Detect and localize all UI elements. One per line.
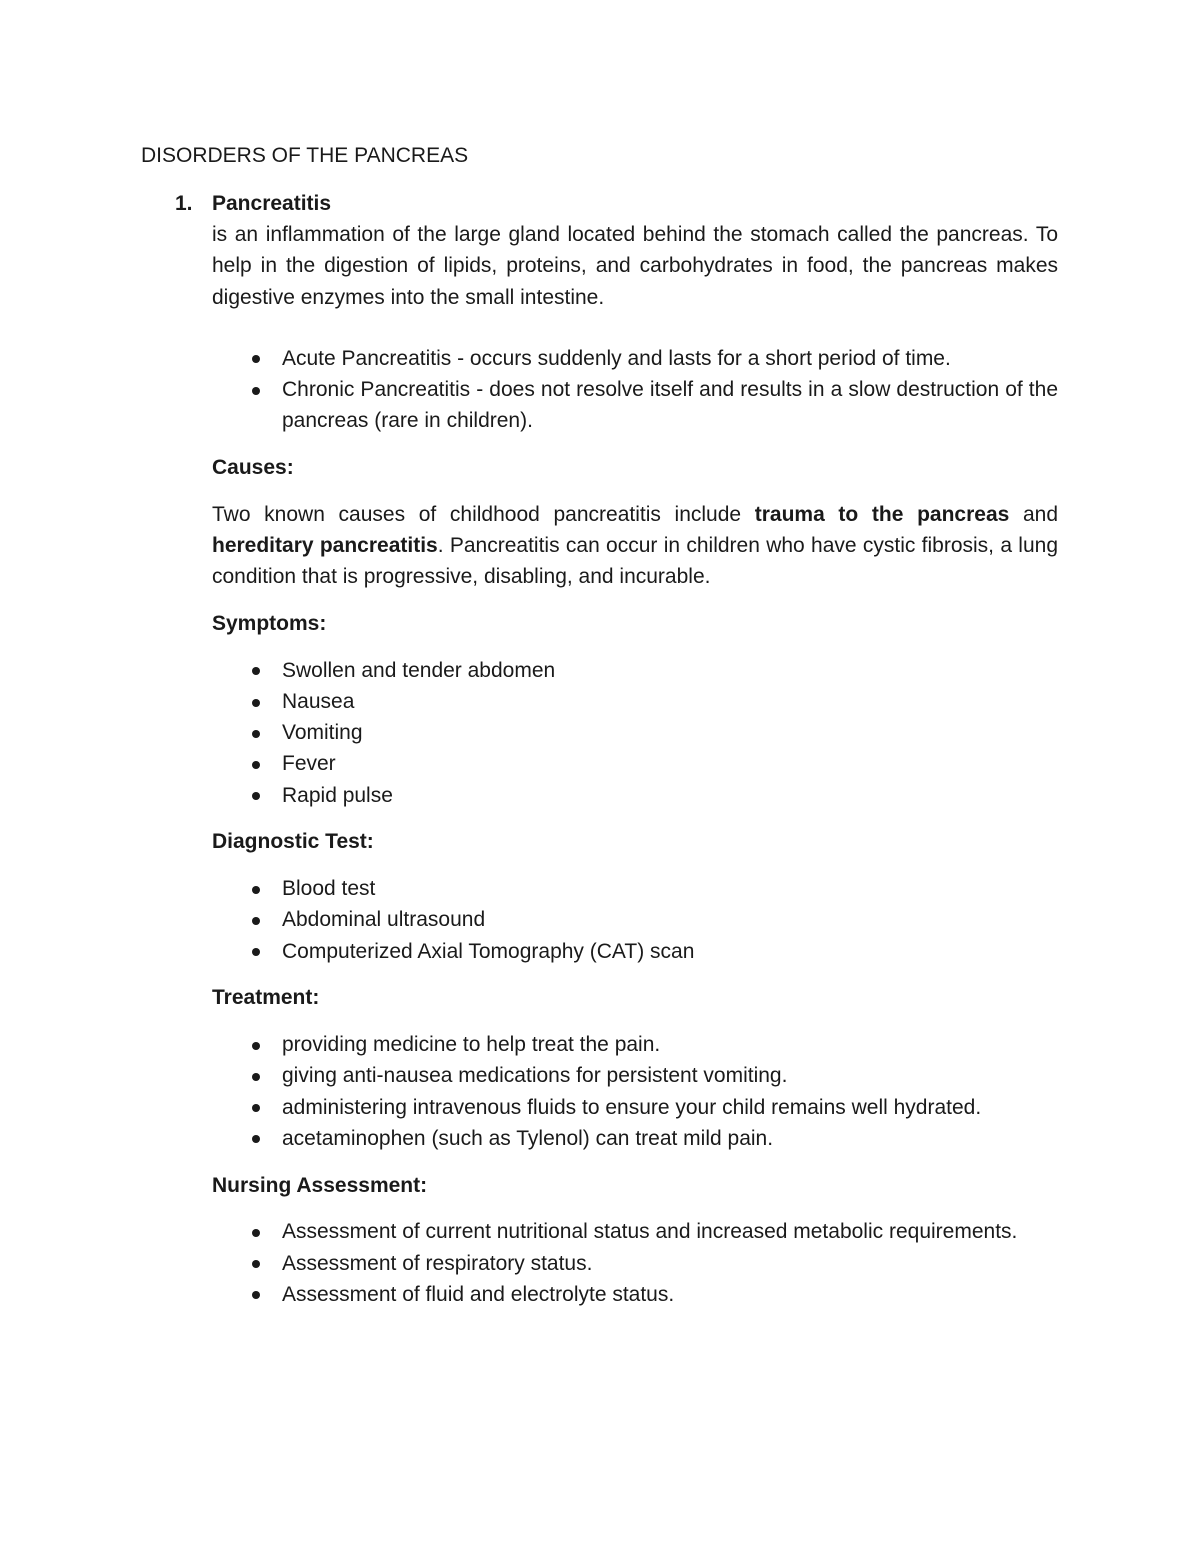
document-title: DISORDERS OF THE PANCREAS <box>141 144 469 167</box>
nursing-heading: Nursing Assessment: <box>212 1173 428 1197</box>
list-item: Swollen and tender abdomen <box>212 655 1058 686</box>
section-number: 1. <box>175 192 193 215</box>
bullet-icon <box>252 1135 260 1143</box>
nursing-list <box>212 1216 1058 1310</box>
types-list <box>212 343 1058 437</box>
bullet-icon <box>252 1260 260 1268</box>
bullet-icon <box>252 948 260 956</box>
bullet-icon <box>252 792 260 800</box>
bullet-icon <box>252 667 260 675</box>
list-item: administering intravenous fluids to ensure your child remains well hydrated. <box>212 1092 1058 1123</box>
bullet-icon <box>252 1104 260 1112</box>
list-item: Nausea <box>212 686 1058 717</box>
list-item: providing medicine to help treat the pain. <box>212 1029 1058 1060</box>
symptoms-heading: Symptoms: <box>212 612 327 636</box>
diagnostic-list <box>212 873 1058 967</box>
section-pancreatitis <box>175 188 1059 1310</box>
symptoms-list <box>212 655 1058 811</box>
list-item: Acute Pancreatitis - occurs suddenly and lasts for a short period of time. <box>212 343 1058 374</box>
section-intro: is an inflammation of the large gland located behind the stomach called the pancreas. To help in the digestion of lipids, proteins, and carbohydrates in food, the pancreas makes digestive enzymes into the small intestine. <box>212 223 1058 309</box>
list-item: Blood test <box>212 873 1058 904</box>
bullet-icon <box>252 1229 260 1237</box>
list-item: Assessment of respiratory status. <box>212 1248 1058 1279</box>
bullet-icon <box>252 387 260 395</box>
causes-heading: Causes: <box>212 456 294 480</box>
bullet-icon <box>252 1291 260 1299</box>
bullet-icon <box>252 1042 260 1050</box>
section-title: Pancreatitis <box>212 192 332 215</box>
list-item: Assessment of fluid and electrolyte status. <box>212 1279 1058 1310</box>
bullet-icon <box>252 917 260 925</box>
list-item: giving anti-nausea medications for persistent vomiting. <box>212 1060 1058 1091</box>
causes-paragraph: Two known causes of childhood pancreatitis include trauma to the pancreas and hereditary pancreatitis. Pancreatitis can occur in children who have cystic fibrosis, a lung condition that is progressive, disabling, and incurable. <box>212 502 1059 589</box>
list-item: Chronic Pancreatitis - does not resolve itself and results in a slow destruction of the pancreas (rare in children). <box>212 374 1058 436</box>
causes-bold-trauma: trauma to the pancreas <box>754 502 1010 526</box>
list-item: Abdominal ultrasound <box>212 904 1058 935</box>
bullet-icon <box>252 886 260 894</box>
list-item: acetaminophen (such as Tylenol) can treat mild pain. <box>212 1123 1058 1154</box>
treatment-list <box>212 1029 1058 1154</box>
bullet-icon <box>252 730 260 738</box>
causes-bold-hereditary: hereditary pancreatitis <box>212 534 438 558</box>
bullet-icon <box>252 699 260 707</box>
list-item: Vomiting <box>212 717 1058 748</box>
list-item: Fever <box>212 748 1058 779</box>
diagnostic-heading: Diagnostic Test: <box>212 830 374 854</box>
treatment-heading: Treatment: <box>212 986 320 1010</box>
bullet-icon <box>252 761 260 769</box>
list-item: Assessment of current nutritional status and increased metabolic requirements. <box>212 1216 1058 1247</box>
bullet-icon <box>252 1073 260 1081</box>
list-item: Rapid pulse <box>212 780 1058 811</box>
list-item: Computerized Axial Tomography (CAT) scan <box>212 936 1058 967</box>
bullet-icon <box>252 355 260 363</box>
